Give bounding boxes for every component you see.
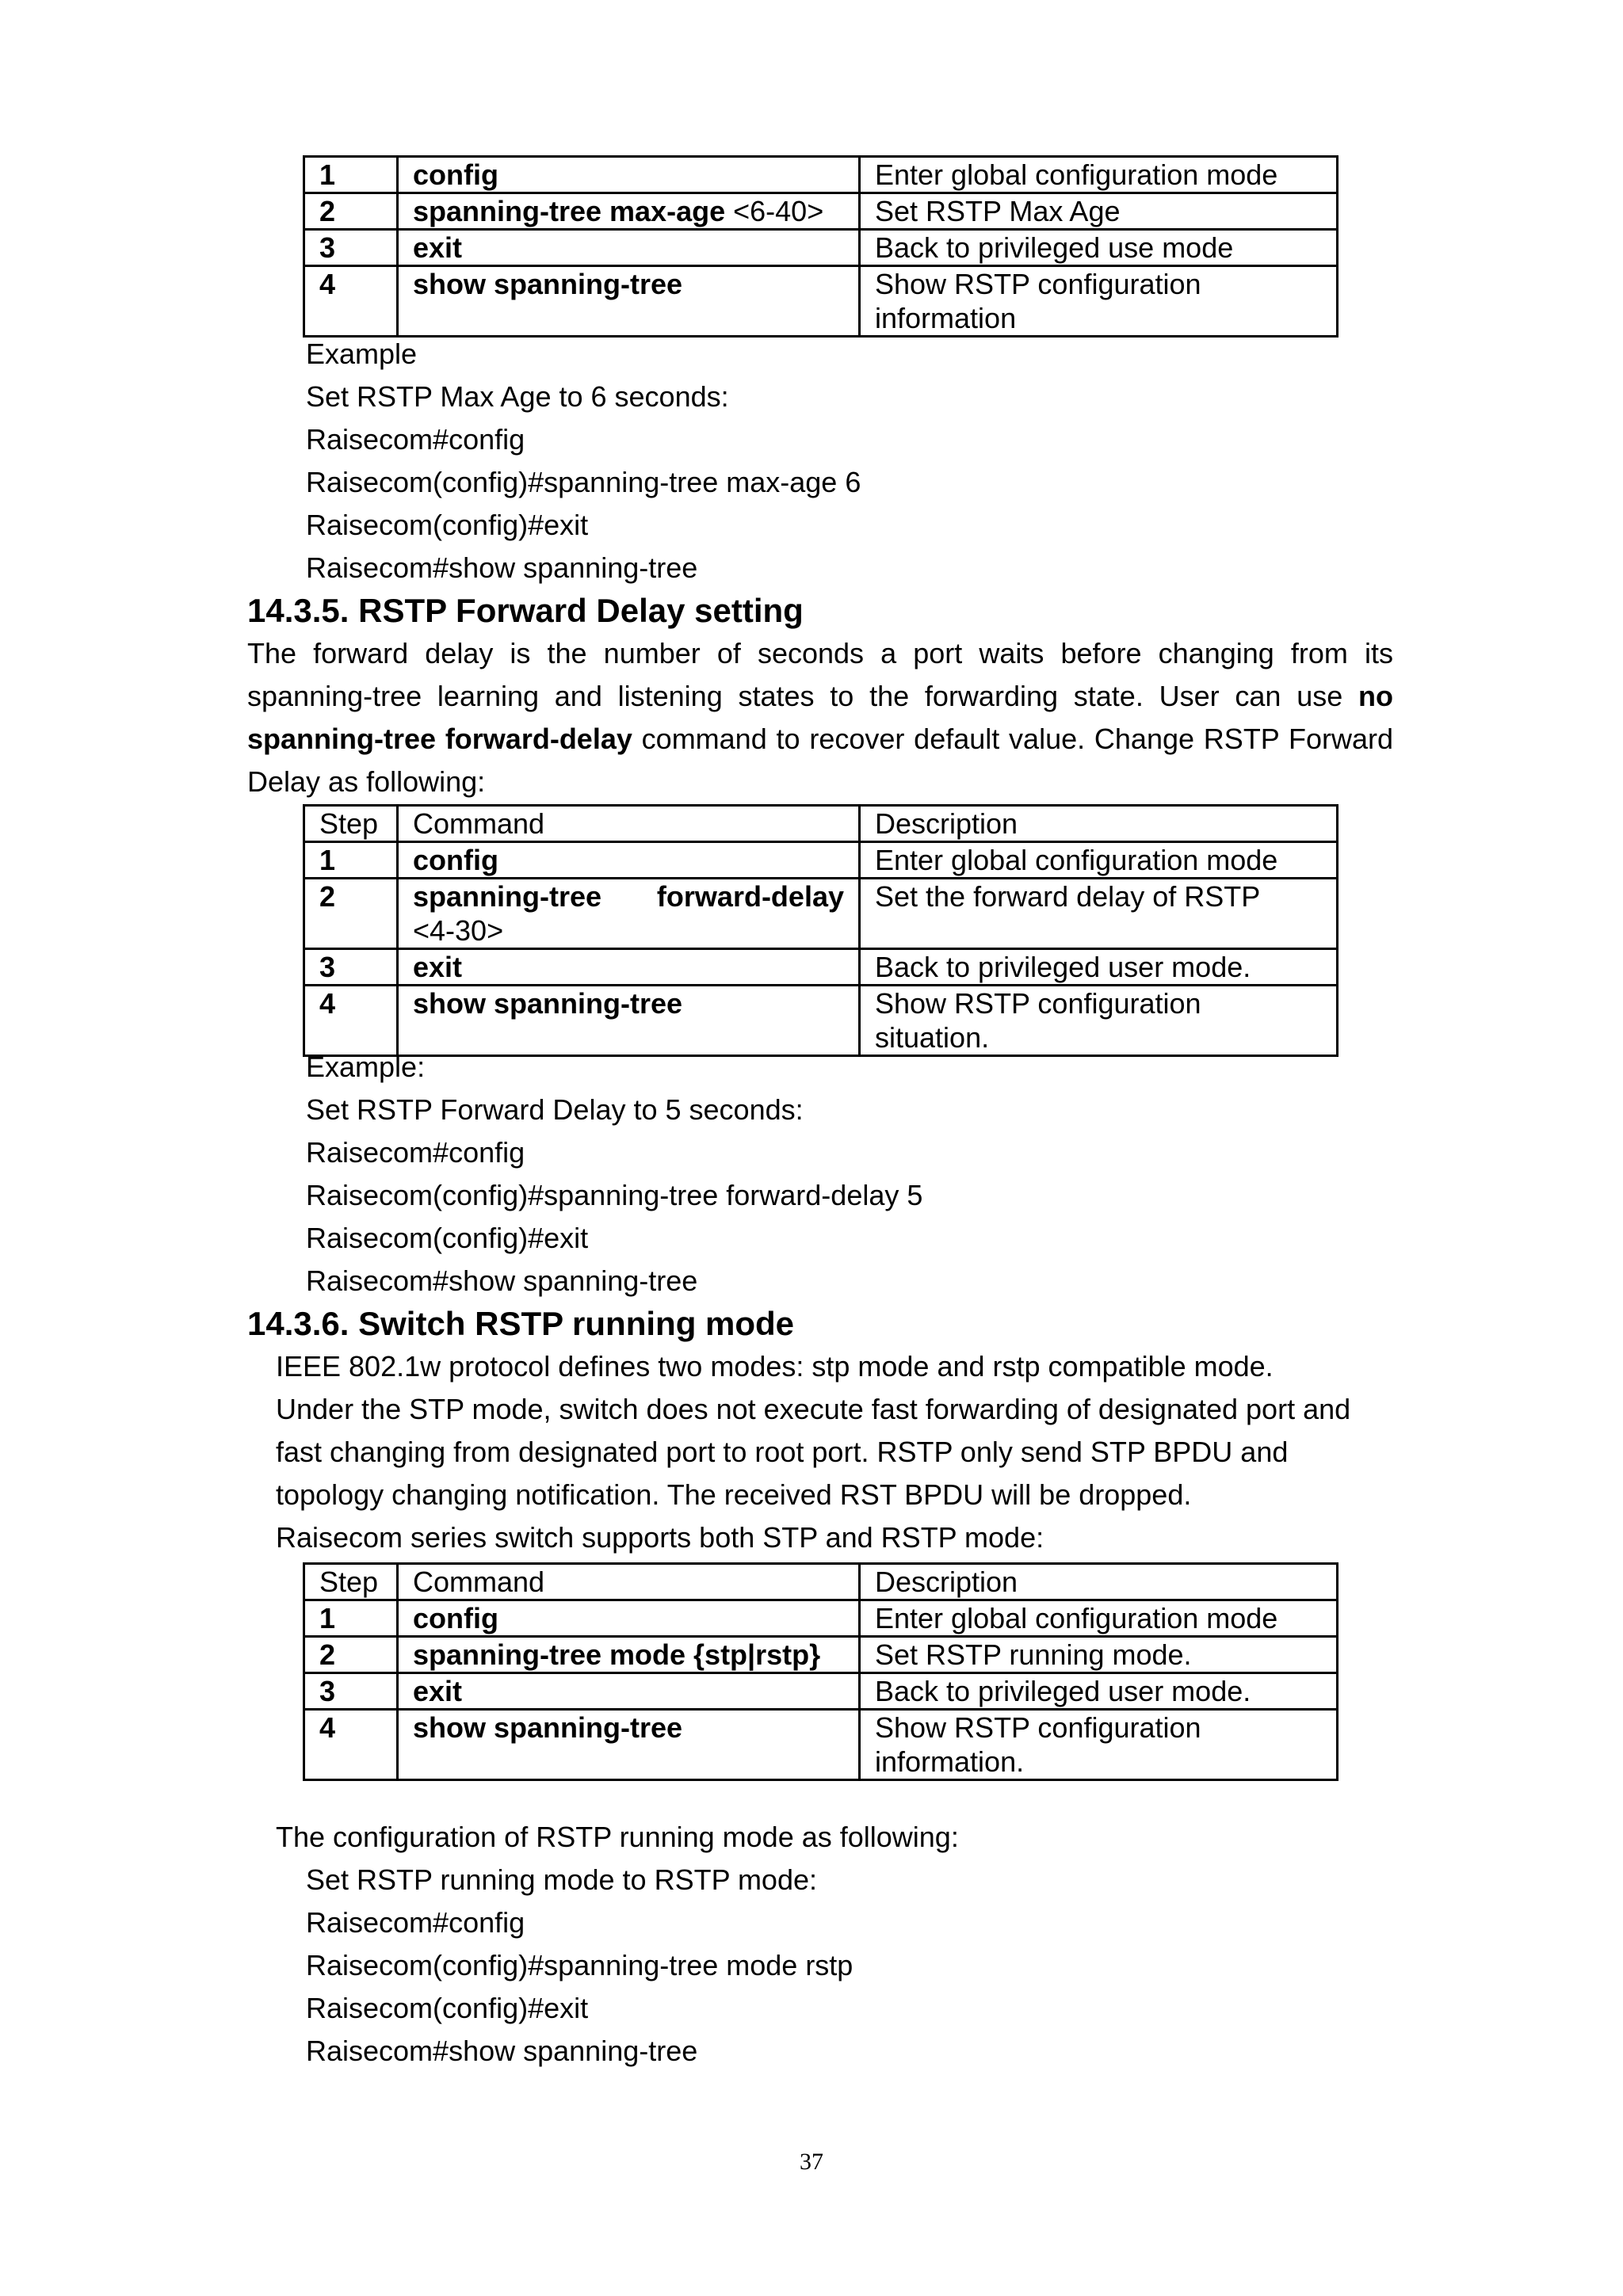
description-cell: Back to privileged use mode [860, 230, 1338, 266]
step-cell: 3 [304, 949, 398, 986]
command-table-max-age [303, 155, 1338, 338]
example-line: Set RSTP Forward Delay to 5 seconds: [306, 1093, 804, 1126]
description-cell: Show RSTP configuration situation. [860, 986, 1338, 1056]
section-heading: 14.3.6. Switch RSTP running mode [247, 1305, 795, 1342]
section-heading: 14.3.5. RSTP Forward Delay setting [247, 592, 804, 629]
description-cell: Show RSTP configuration information. [860, 1710, 1338, 1780]
command-cell: show spanning-tree [398, 986, 860, 1056]
step-cell: 2 [304, 1637, 398, 1673]
paragraph-text: The forward delay is the number of seconds a port waits before changing from its spanning-tree learning and listening states to the forwarding state. User can use [247, 637, 1393, 712]
paragraph-text: command to recover default value. Change RSTP Forward Delay as following: [247, 723, 1393, 798]
step-cell: 4 [304, 266, 398, 337]
command-table-running-mode [303, 1562, 1338, 1781]
description-cell: Enter global configuration mode [860, 1600, 1338, 1637]
header-step: Step [304, 1564, 398, 1600]
table-row [304, 266, 1338, 337]
step-cell: 1 [304, 157, 398, 193]
example-line: Raisecom#config [306, 1136, 525, 1169]
command-cell [398, 193, 860, 230]
example-line: Set RSTP Max Age to 6 seconds: [306, 380, 729, 413]
example-line: Raisecom(config)#spanning-tree forward-delay 5 [306, 1179, 923, 1211]
step-cell: 1 [304, 1600, 398, 1637]
table-row [304, 842, 1338, 879]
example-intro: The configuration of RSTP running mode as following: [276, 1821, 959, 1853]
description-cell: Back to privileged user mode. [860, 1673, 1338, 1710]
page-number: 37 [800, 2149, 823, 2175]
table-row [304, 1710, 1338, 1780]
step-cell: 3 [304, 1673, 398, 1710]
example-line: Raisecom(config)#exit [306, 509, 589, 541]
description-cell: Enter global configuration mode [860, 842, 1338, 879]
step-cell: 2 [304, 879, 398, 949]
example-line: Raisecom#show spanning-tree [306, 2035, 698, 2067]
table-row [304, 879, 1338, 949]
table-row [304, 949, 1338, 986]
paragraph-line: fast changing from designated port to root port. RSTP only send STP BPDU and [276, 1436, 1289, 1468]
command-cell: exit [398, 949, 860, 986]
step-cell: 3 [304, 230, 398, 266]
step-cell: 1 [304, 842, 398, 879]
example-label: Example [306, 338, 418, 370]
command-cell [398, 879, 860, 949]
command-cell: exit [398, 230, 860, 266]
command-cell: show spanning-tree [398, 1710, 860, 1780]
example-line: Raisecom#config [306, 423, 525, 456]
command-keyword: spanning-tree forward-delay [413, 880, 844, 913]
paragraph-command: no spanning-tree forward-delay [247, 680, 1393, 755]
example-line: Raisecom#show spanning-tree [306, 1264, 698, 1297]
example-line: Raisecom#show spanning-tree [306, 551, 698, 584]
example-line: Raisecom(config)#spanning-tree max-age 6 [306, 466, 861, 498]
section-paragraph [247, 632, 1393, 803]
table-row [304, 1600, 1338, 1637]
description-cell: Set RSTP running mode. [860, 1637, 1338, 1673]
table-header-row [304, 806, 1338, 842]
table-row [304, 986, 1338, 1056]
example-line: Set RSTP running mode to RSTP mode: [306, 1863, 817, 1896]
step-cell: 4 [304, 1710, 398, 1780]
paragraph-line: topology changing notification. The received RST BPDU will be dropped. [276, 1478, 1192, 1511]
description-cell: Enter global configuration mode [860, 157, 1338, 193]
table-header-row [304, 1564, 1338, 1600]
description-cell: Set the forward delay of RSTP [860, 879, 1338, 949]
command-argument: <6-40> [725, 195, 824, 227]
table-row [304, 230, 1338, 266]
description-cell: Show RSTP configuration information [860, 266, 1338, 337]
command-cell: config [398, 1600, 860, 1637]
header-description: Description [860, 806, 1338, 842]
header-command: Command [398, 806, 860, 842]
example-line: Raisecom(config)#exit [306, 1222, 589, 1254]
table-row [304, 157, 1338, 193]
command-cell: config [398, 157, 860, 193]
example-line: Raisecom(config)#spanning-tree mode rstp [306, 1949, 854, 1981]
command-table-forward-delay [303, 804, 1338, 1057]
description-cell: Set RSTP Max Age [860, 193, 1338, 230]
step-cell: 4 [304, 986, 398, 1056]
command-argument: <4-30> [413, 914, 504, 947]
example-label: Example: [306, 1051, 426, 1083]
table-row [304, 1637, 1338, 1673]
paragraph-line: IEEE 802.1w protocol defines two modes: stp mode and rstp compatible mode. [276, 1350, 1274, 1383]
command-cell: config [398, 842, 860, 879]
description-cell: Back to privileged user mode. [860, 949, 1338, 986]
example-line: Raisecom#config [306, 1906, 525, 1939]
command-cell: show spanning-tree [398, 266, 860, 337]
header-command: Command [398, 1564, 860, 1600]
paragraph-line: Under the STP mode, switch does not execute fast forwarding of designated port and [276, 1393, 1351, 1425]
step-cell: 2 [304, 193, 398, 230]
command-cell: spanning-tree mode {stp|rstp} [398, 1637, 860, 1673]
header-step: Step [304, 806, 398, 842]
example-line: Raisecom(config)#exit [306, 1992, 589, 2024]
header-description: Description [860, 1564, 1338, 1600]
table-row [304, 193, 1338, 230]
table-row [304, 1673, 1338, 1710]
paragraph-line: Raisecom series switch supports both STP and RSTP mode: [276, 1521, 1044, 1554]
command-cell: exit [398, 1673, 860, 1710]
command-keyword: spanning-tree max-age [413, 195, 726, 227]
